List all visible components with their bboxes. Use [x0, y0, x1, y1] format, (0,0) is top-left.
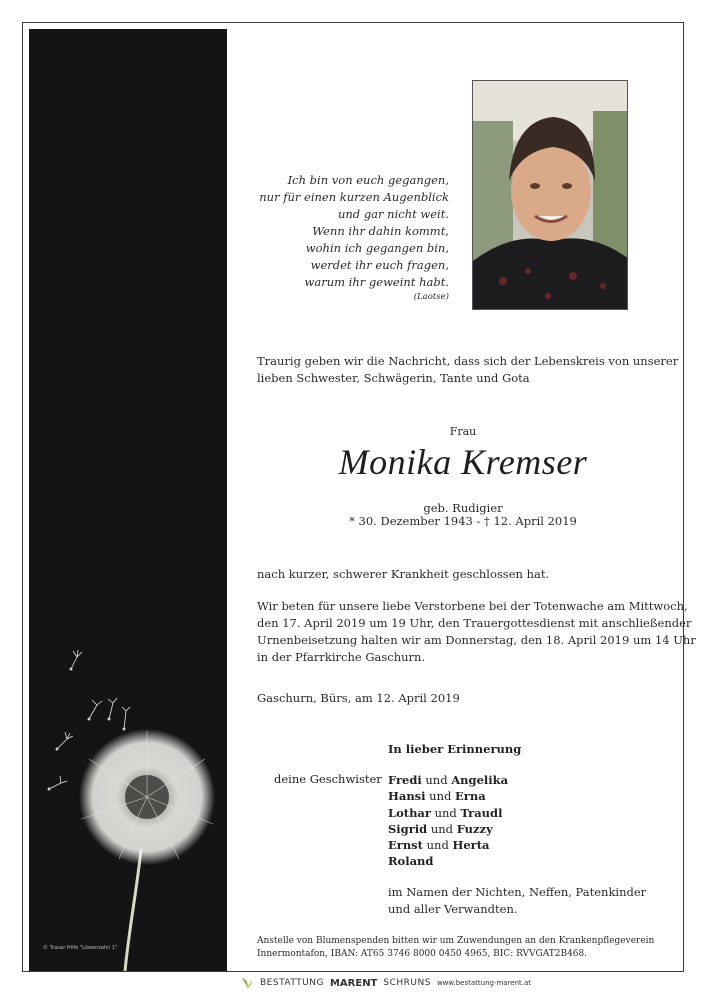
- life-dates: * 30. Dezember 1943 - † 12. April 2019: [349, 514, 577, 528]
- sibling-row: Sigrid und Fuzzy: [388, 821, 493, 836]
- footer-brand: MARENT: [329, 977, 378, 989]
- image-credit: © Trauer Hilfe "Löwenzahn 1": [43, 945, 118, 951]
- sibling-row: Ernst und Herta: [388, 838, 490, 853]
- poem-line: werdet ihr euch fragen,: [310, 258, 449, 272]
- footer-prefix: BESTATTUNG: [260, 978, 324, 988]
- intro-text: Traurig geben wir die Nachricht, dass sich der Lebenskreis von unserer lieben Schwester, Schwägerin, Tante und Gota: [257, 354, 679, 385]
- place-date: Gaschurn, Bürs, am 12. April 2019: [257, 691, 460, 705]
- footer: [240, 976, 531, 990]
- memory-title: In lieber Erinnerung: [388, 742, 522, 756]
- poem-line: warum ihr geweint habt.: [304, 275, 449, 289]
- footer-town: SCHRUNS: [383, 978, 431, 988]
- dandelion-icon: [29, 29, 227, 971]
- deceased-name: Monika Kremser: [338, 442, 588, 482]
- portrait-photo: [472, 80, 628, 310]
- sibling-row: Hansi und Erna: [388, 789, 486, 804]
- leaf-icon: [240, 976, 254, 990]
- poem-author: (Laotse): [413, 292, 449, 302]
- relatives-text: im Namen der Nichten, Neffen, Patenkinder und aller Verwandten.: [388, 885, 647, 916]
- service-text: Wir beten für unsere liebe Verstorbene bei der Totenwache am Mittwoch, den 17. April 2019 um 19 Uhr, den Trauergottesdienst mit anschließender Urnenbeisetzung halten wir am Donnerstag, den 18. April 2019 um 14 Uhr in der Pfarrkirche Gaschurn.: [257, 599, 696, 664]
- poem-line: und gar nicht weit.: [337, 207, 449, 221]
- sibling-row: Fredi und Angelika: [388, 773, 509, 787]
- poem-line: Ich bin von euch gegangen,: [287, 173, 449, 187]
- sidebar-image: [29, 29, 227, 971]
- birth-name: geb. Rudigier: [423, 501, 503, 515]
- siblings-list: [388, 772, 508, 870]
- salutation: Frau: [449, 425, 477, 438]
- siblings-label: deine Geschwister: [274, 772, 382, 786]
- footer-url[interactable]: www.bestattung-marent.at: [436, 979, 532, 987]
- sibling-row: Lothar und Traudl: [388, 805, 503, 820]
- poem-line: Wenn ihr dahin kommt,: [312, 224, 449, 238]
- poem: [259, 172, 449, 303]
- poem-line: wohin ich gegangen bin,: [305, 241, 449, 255]
- closing-text: nach kurzer, schwerer Krankheit geschlossen hat.: [257, 567, 550, 581]
- poem-line: nur für einen kurzen Augenblick: [259, 190, 449, 204]
- donation-note: Anstelle von Blumenspenden bitten wir um Zuwendungen an den Krankenpflegeverein Innermontafon, IBAN: AT65 3746 8000 0450 4965, BIC: RVVGAT2B468.: [257, 936, 655, 959]
- sibling-row: Roland: [388, 854, 434, 869]
